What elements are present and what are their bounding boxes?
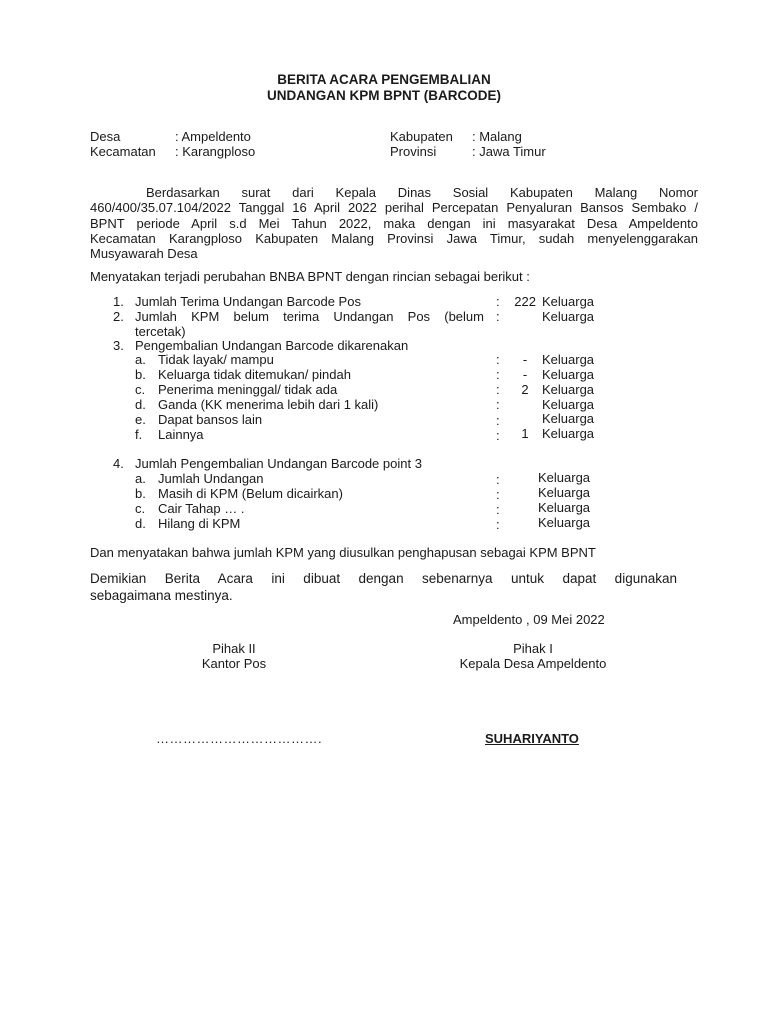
sub3-f-value: 1: [521, 426, 529, 441]
item-1-number: 1.: [113, 294, 124, 309]
kabupaten-value: : Malang: [472, 129, 522, 144]
sub3-f-text: Lainnya: [158, 427, 204, 442]
sub3-f-colon: :: [496, 428, 500, 443]
statement-text: Menyatakan terjadi perubahan BNBA BPNT dengan rincian sebagai berikut :: [90, 269, 530, 284]
sub3-e-colon: :: [496, 413, 500, 428]
sub3-b-unit: Keluarga: [542, 367, 595, 382]
sub4-d-letter: d.: [135, 516, 146, 531]
sub4-c-text: Cair Tahap … .: [158, 501, 245, 516]
sub4-b-unit: Keluarga: [538, 485, 591, 500]
desa-value: : Ampeldento: [175, 129, 251, 144]
sub3-a-colon: :: [496, 352, 500, 367]
intro-paragraph: [90, 185, 698, 261]
sub4-b-colon: :: [496, 487, 500, 502]
item-2-text-line1: Jumlah KPM belum terima Undangan Pos (belum: [135, 309, 484, 324]
sub4-c-unit: Keluarga: [538, 500, 591, 515]
sub3-a-letter: a.: [135, 352, 146, 367]
sub4-d-colon: :: [496, 517, 500, 532]
document-title-line2: UNDANGAN KPM BPNT (BARCODE): [267, 88, 501, 103]
closing-paragraph-line1: Demikian Berita Acara ini dibuat dengan sebenarnya untuk dapat digunakan: [90, 571, 677, 586]
sub4-a-letter: a.: [135, 471, 146, 486]
sub3-d-letter: d.: [135, 397, 146, 412]
kecamatan-value: : Karangploso: [175, 144, 256, 159]
sub3-c-unit: Keluarga: [542, 382, 595, 397]
item-1-unit: Keluarga: [542, 294, 595, 309]
closing-paragraph-line2: sebagaimana mestinya.: [90, 588, 233, 603]
document-title-line1: BERITA ACARA PENGEMBALIAN: [277, 72, 491, 87]
sub4-a-colon: :: [496, 472, 500, 487]
sub3-a-text: Tidak layak/ mampu: [158, 352, 274, 367]
sub3-b-letter: b.: [135, 367, 146, 382]
intro-line-5: Musyawarah Desa: [90, 246, 198, 262]
item-4-text: Jumlah Pengembalian Undangan Barcode point 3: [135, 456, 422, 471]
sub3-d-text: Ganda (KK menerima lebih dari 1 kali): [158, 397, 379, 412]
sub3-c-letter: c.: [135, 382, 146, 397]
sub3-a-unit: Keluarga: [542, 352, 595, 367]
sub4-d-text: Hilang di KPM: [158, 516, 241, 531]
sub3-b-value: -: [522, 367, 528, 382]
sub3-e-text: Dapat bansos lain: [158, 412, 263, 427]
sub3-a-value: -: [522, 352, 528, 367]
left-signatory-org: Kantor Pos: [201, 656, 267, 671]
left-signatory-name: ……………………………….: [156, 731, 323, 746]
item-3-text: Pengembalian Undangan Barcode dikarenakan: [135, 338, 409, 353]
item-1-value: 222: [514, 294, 536, 309]
item-1-text: Jumlah Terima Undangan Barcode Pos: [135, 294, 361, 309]
sub4-a-text: Jumlah Undangan: [158, 471, 264, 486]
sub3-f-letter: f.: [135, 427, 143, 442]
sub3-c-text: Penerima meninggal/ tidak ada: [158, 382, 338, 397]
item-3-number: 3.: [113, 338, 124, 353]
sub3-e-unit: Keluarga: [542, 411, 595, 426]
sub3-b-text: Keluarga tidak ditemukan/ pindah: [158, 367, 351, 382]
desa-label: Desa: [90, 129, 121, 144]
sub4-c-colon: :: [496, 502, 500, 517]
item-4-number: 4.: [113, 456, 124, 471]
sub3-c-colon: :: [496, 382, 500, 397]
kecamatan-label: Kecamatan: [90, 144, 156, 159]
item-2-text-line2: tercetak): [135, 324, 186, 339]
intro-line-4: Kecamatan Karangploso Kabupaten Malang Provinsi Jawa Timur, sudah menyelenggarakan: [90, 230, 698, 246]
kabupaten-label: Kabupaten: [390, 129, 453, 144]
sub4-b-text: Masih di KPM (Belum dicairkan): [158, 486, 343, 501]
item-2-number: 2.: [113, 309, 124, 324]
sub4-d-unit: Keluarga: [538, 515, 591, 530]
intro-line-1: Berdasarkan surat dari Kepala Dinas Sosial Kabupaten Malang Nomor: [146, 185, 698, 200]
intro-line-2: 460/400/35.07.104/2022 Tanggal 16 April 2022 perihal Percepatan Penyaluran Bansos Sembako /: [90, 200, 698, 216]
item-2-unit: Keluarga: [542, 309, 595, 324]
provinsi-value: : Jawa Timur: [472, 144, 546, 159]
intro-line-3: BPNT periode April s.d Mei Tahun 2022, maka dengan ini masyarakat Desa Ampeldento: [90, 215, 698, 231]
sub4-b-letter: b.: [135, 486, 146, 501]
right-signatory-org: Kepala Desa Ampeldento: [459, 656, 607, 671]
sub4-a-unit: Keluarga: [538, 470, 591, 485]
sub3-f-unit: Keluarga: [542, 426, 595, 441]
sub3-b-colon: :: [496, 367, 500, 382]
sub3-c-value: 2: [521, 382, 529, 397]
item-1-colon: :: [496, 294, 500, 309]
sub4-c-letter: c.: [135, 501, 146, 516]
provinsi-label: Provinsi: [390, 144, 437, 159]
sub3-d-unit: Keluarga: [542, 397, 595, 412]
closing-statement: Dan menyatakan bahwa jumlah KPM yang diusulkan penghapusan sebagai KPM BPNT: [90, 545, 596, 560]
right-signatory-name: SUHARIYANTO: [485, 731, 579, 746]
sub3-d-colon: :: [496, 397, 500, 412]
sub3-e-letter: e.: [135, 412, 146, 427]
right-signatory-role: Pihak I: [513, 641, 553, 656]
left-signatory-role: Pihak II: [212, 641, 256, 656]
item-2-colon: :: [496, 309, 500, 324]
place-date: Ampeldento , 09 Mei 2022: [453, 612, 605, 627]
